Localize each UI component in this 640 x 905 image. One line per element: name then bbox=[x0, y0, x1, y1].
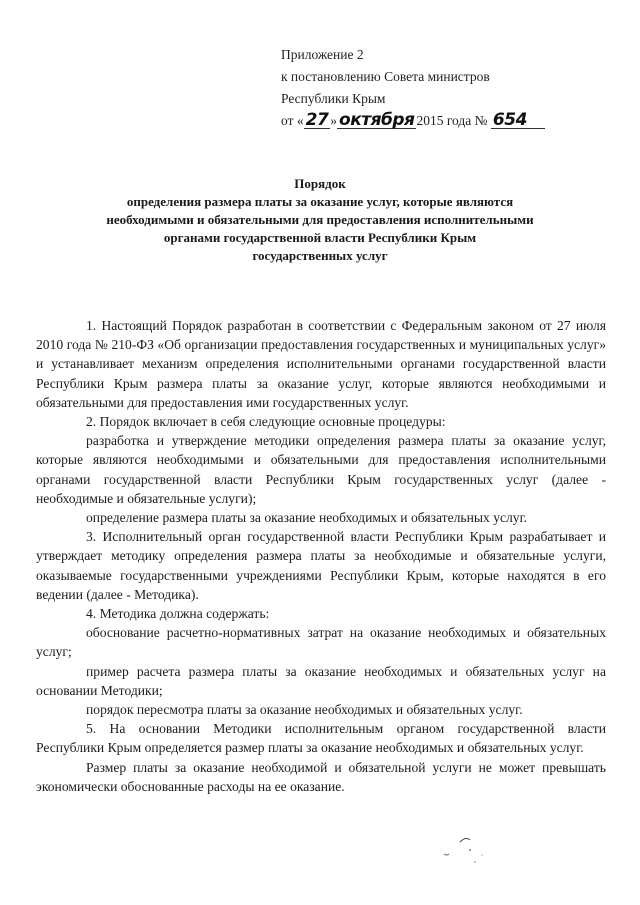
paragraph: обоснование расчетно-нормативных затрат на оказание необходимых и обязательных услуг; bbox=[36, 625, 606, 660]
title-line-1: определения размера платы за оказание услуг, которые являются bbox=[126, 194, 514, 209]
paragraph: разработка и утверждение методики определения размера платы за оказание услуг, которые являются необходимыми и обязательными для предоставления исполнительными органами государственной власти Республики Крым государственных услуг (далее - необходимые и обязательные услуги); bbox=[36, 433, 606, 506]
title-line-3: органами государственной власти Республики Крым bbox=[163, 230, 477, 245]
paragraph: определение размера платы за оказание необходимых и обязательных услуг. bbox=[86, 510, 528, 526]
appendix-republic: Республики Крым bbox=[281, 91, 386, 106]
paragraph: 1. Настоящий Порядок разработан в соответствии с Федеральным законом от 27 июля 2010 года № 210-ФЗ «Об организации предоставления государственных и муниципальных услуг» и устанавливает механизм определения исполнительными органами государственной власти Республики Крым размера платы за оказание услуг, которые являются необходимыми и обязательными для предоставления ими государственных услуг. bbox=[36, 318, 606, 410]
handwritten-day: 27 bbox=[305, 110, 329, 130]
paragraph: 4. Методика должна содержать: bbox=[86, 606, 270, 622]
appendix-label: Приложение 2 bbox=[281, 47, 364, 62]
title-heading: Порядок bbox=[294, 176, 346, 191]
title-line-4: государственных услуг bbox=[252, 248, 388, 263]
appendix-header bbox=[281, 44, 611, 132]
appendix-resolution: к постановлению Совета министров bbox=[281, 69, 490, 84]
document-title bbox=[60, 175, 580, 265]
date-prefix: от « bbox=[281, 113, 304, 128]
title-line-2: необходимыми и обязательными для предоставления исполнительными bbox=[106, 212, 534, 227]
scan-marks bbox=[430, 820, 510, 880]
paragraph: 2. Порядок включает в себя следующие основные процедуры: bbox=[86, 414, 446, 430]
paragraph: порядок пересмотра платы за оказание необходимых и обязательных услуг. bbox=[86, 702, 523, 718]
paragraph: пример расчета размера платы за оказание необходимых и обязательных услуг на основании Методики; bbox=[36, 663, 606, 698]
handwritten-month: октября bbox=[339, 110, 415, 130]
appendix-date-line bbox=[281, 110, 611, 132]
paragraph: 5. На основании Методики исполнительным органом государственной власти Республики Крым определяется размер платы за оказание необходимых и обязательных услуг. bbox=[36, 721, 606, 756]
paragraph: 3. Исполнительный орган государственной власти Республики Крым разрабатывает и утверждает методику определения размера платы за необходимые и обязательные услуги, оказываемые государственными учреждениями Республики Крым, которые находятся в его ведении (далее - Методика). bbox=[36, 529, 606, 602]
date-quote-close: » bbox=[330, 113, 338, 128]
date-year: 2015 года № bbox=[416, 113, 488, 128]
paragraph: Размер платы за оказание необходимой и обязательной услуги не может превышать экономически обоснованные расходы на ее оказание. bbox=[36, 759, 606, 794]
document-body bbox=[36, 316, 606, 796]
handwritten-doc-number: 654 bbox=[491, 112, 545, 129]
